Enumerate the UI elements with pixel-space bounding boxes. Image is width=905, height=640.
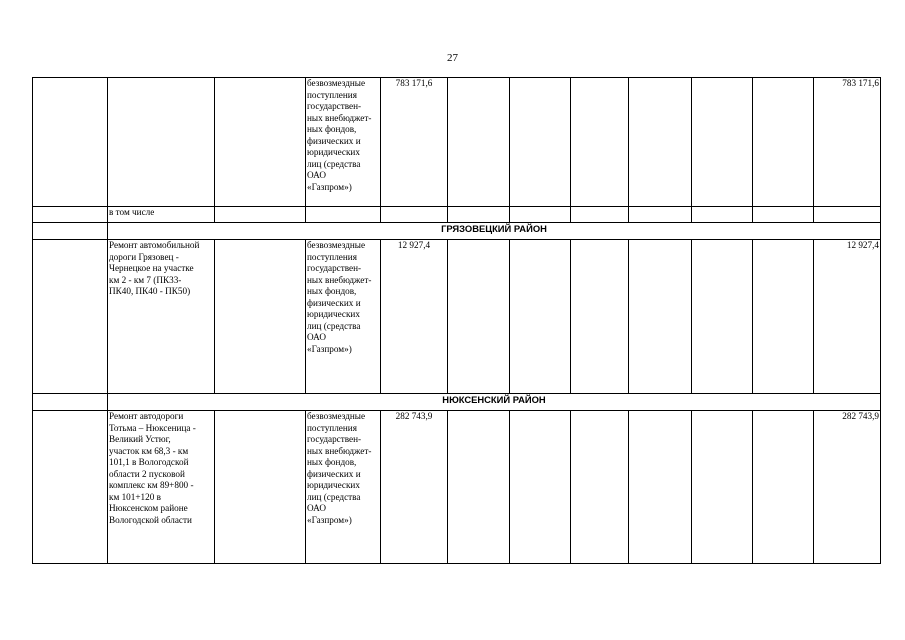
funding-line: физических и xyxy=(307,135,361,146)
section-heading: ГРЯЗОВЕЦКИЙ РАЙОН xyxy=(108,223,881,240)
table-row-section xyxy=(33,394,881,411)
object-line: Ремонт автомобильной xyxy=(109,240,200,250)
cell-empty xyxy=(510,411,571,564)
cell-empty xyxy=(814,207,881,223)
cell-empty xyxy=(692,78,753,207)
cell-empty xyxy=(629,207,692,223)
cell-blank xyxy=(215,240,306,394)
cell-empty xyxy=(629,78,692,207)
funding-line: лиц (средства xyxy=(307,491,361,502)
cell-empty xyxy=(510,78,571,207)
funding-line: «Газпром») xyxy=(307,181,352,192)
funding-line: ных внебюджет- xyxy=(307,274,372,285)
cell-empty xyxy=(629,411,692,564)
cell-funding-source xyxy=(306,411,381,564)
cell-empty xyxy=(510,207,571,223)
funding-line: ных фондов, xyxy=(307,124,357,134)
cell-empty xyxy=(571,240,629,394)
object-line: области 2 пусковой xyxy=(109,468,185,479)
cell-blank xyxy=(215,411,306,564)
object-line: ПК40, ПК40 - ПК50) xyxy=(109,286,191,296)
cell-empty xyxy=(448,78,510,207)
funding-line: поступления xyxy=(307,422,357,433)
funding-line: безвозмездные xyxy=(307,411,366,421)
funding-line: поступления xyxy=(307,251,357,262)
cell-empty xyxy=(753,240,814,394)
cell-empty xyxy=(753,78,814,207)
object-line: 101,1 в Вологодской xyxy=(109,457,189,467)
cell-amount: 282 743,9 xyxy=(381,411,448,564)
funding-line: ОАО xyxy=(307,503,326,513)
cell-empty xyxy=(692,240,753,394)
cell-empty xyxy=(381,207,448,223)
funding-line: ОАО xyxy=(307,170,326,180)
table-row-road xyxy=(33,240,881,394)
funding-line: «Газпром») xyxy=(307,343,352,354)
table-row-road xyxy=(33,411,881,564)
table-row-section xyxy=(33,223,881,240)
cell-blank xyxy=(306,207,381,223)
cell-empty xyxy=(448,207,510,223)
funding-line: ных фондов, xyxy=(307,286,357,296)
funding-line: юридических xyxy=(307,147,360,157)
object-line: км 2 - км 7 (ПК33- xyxy=(109,274,182,285)
cell-amount: 783 171,6 xyxy=(381,78,448,207)
cell-index xyxy=(33,207,108,223)
funding-line: безвозмездные xyxy=(307,78,366,88)
cell-amount: 12 927,4 xyxy=(381,240,448,394)
funding-line: физических и xyxy=(307,468,361,479)
object-line: Ремонт автодороги xyxy=(109,411,184,421)
cell-empty xyxy=(753,411,814,564)
funding-line: ных внебюджет- xyxy=(307,445,372,456)
cell-empty xyxy=(692,411,753,564)
cell-total: 783 171,6 xyxy=(814,78,881,207)
cell-funding-source xyxy=(306,240,381,394)
cell-blank xyxy=(215,207,306,223)
cell-empty xyxy=(448,411,510,564)
cell-total: 282 743,9 xyxy=(814,411,881,564)
object-line: Вологодской области xyxy=(109,514,192,525)
budget-table xyxy=(32,77,881,564)
funding-line: ных внебюджет- xyxy=(307,112,372,123)
cell-empty xyxy=(629,240,692,394)
cell-empty xyxy=(571,78,629,207)
cell-object xyxy=(108,411,215,564)
section-heading: НЮКСЕНСКИЙ РАЙОН xyxy=(108,394,881,411)
funding-line: физических и xyxy=(307,297,361,308)
funding-line: поступления xyxy=(307,89,357,100)
cell-empty xyxy=(448,240,510,394)
object-line: Великий Устюг, xyxy=(109,434,171,444)
cell-funding-source xyxy=(306,78,381,207)
funding-line: юридических xyxy=(307,480,360,490)
object-line: комплекс км 89+800 - xyxy=(109,480,194,490)
cell-empty xyxy=(571,411,629,564)
cell-empty xyxy=(753,207,814,223)
funding-line: безвозмездные xyxy=(307,240,366,250)
table-row-continuation xyxy=(33,78,881,207)
cell-index xyxy=(33,223,108,240)
cell-index xyxy=(33,411,108,564)
funding-line: юридических xyxy=(307,309,360,319)
cell-blank xyxy=(215,78,306,207)
funding-line: лиц (средства xyxy=(307,158,361,169)
object-line: дороги Грязовец - xyxy=(109,251,179,262)
cell-including-label: в том числе xyxy=(108,207,215,223)
funding-line: государствен- xyxy=(307,101,362,111)
funding-line: государствен- xyxy=(307,434,362,444)
funding-line: «Газпром») xyxy=(307,514,352,525)
cell-empty xyxy=(571,207,629,223)
cell-total: 12 927,4 xyxy=(814,240,881,394)
cell-index xyxy=(33,78,108,207)
object-line: участок км 68,3 - км xyxy=(109,445,189,456)
cell-object xyxy=(108,240,215,394)
object-line: Чернецкое на участке xyxy=(109,263,194,273)
cell-object xyxy=(108,78,215,207)
funding-line: ных фондов, xyxy=(307,457,357,467)
page-number: 27 xyxy=(447,52,458,64)
funding-line: государствен- xyxy=(307,263,362,273)
funding-line: ОАО xyxy=(307,332,326,342)
cell-empty xyxy=(510,240,571,394)
funding-line: лиц (средства xyxy=(307,320,361,331)
cell-index xyxy=(33,240,108,394)
cell-index xyxy=(33,394,108,411)
table-row-including xyxy=(33,207,881,223)
object-line: Нюксенском районе xyxy=(109,503,188,513)
object-line: Тотьма – Нюксеница - xyxy=(109,422,196,433)
cell-empty xyxy=(692,207,753,223)
object-line: км 101+120 в xyxy=(109,491,161,502)
